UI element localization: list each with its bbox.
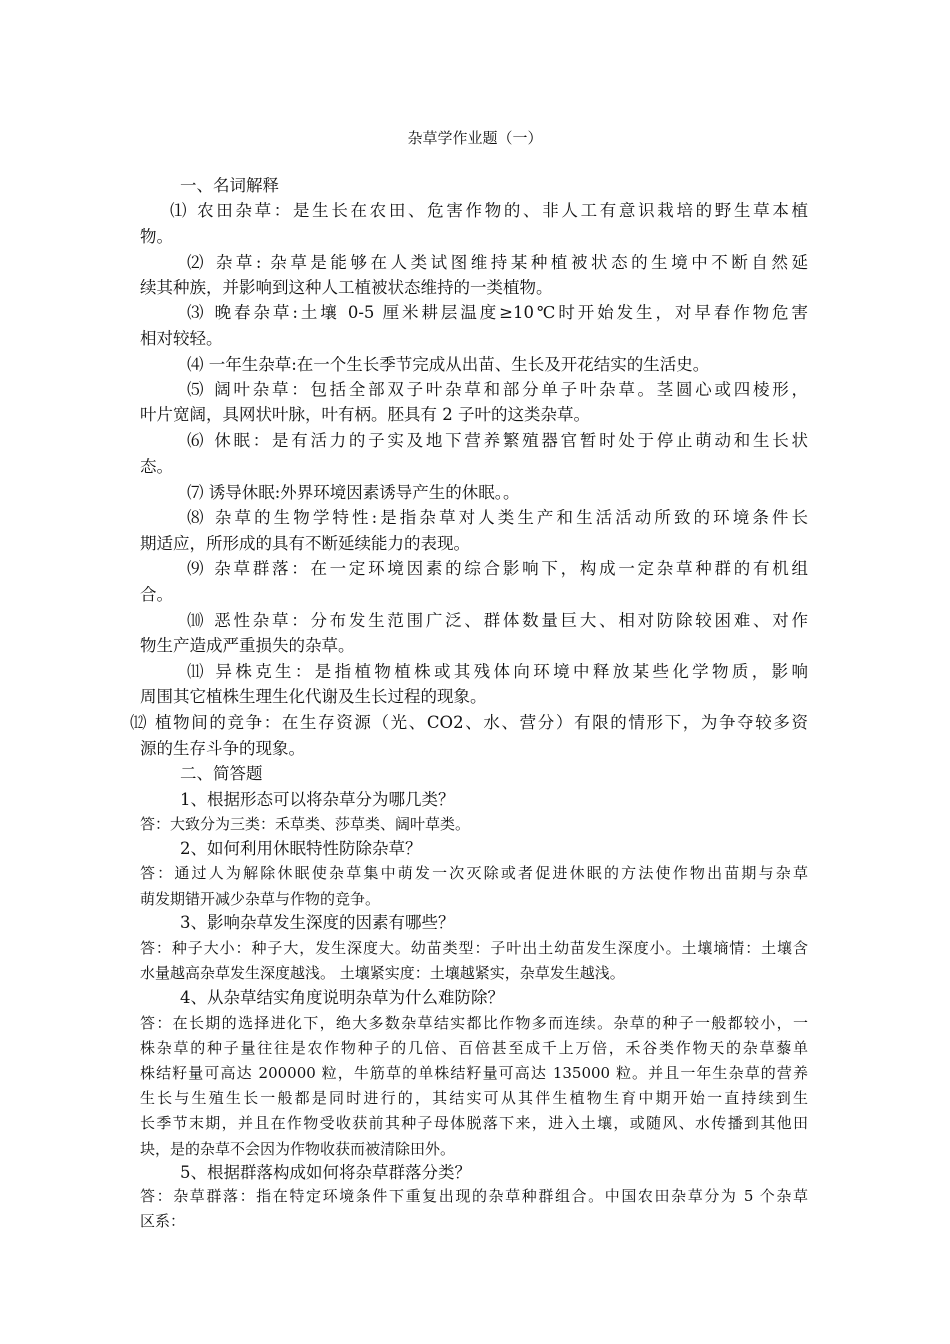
text-line: ⑺ 诱导休眠:外界环境因素诱导产生的休眠。。 (187, 483, 520, 502)
text-line: 答：大致分为三类：禾草类、莎草类、阔叶草类。 (140, 815, 471, 833)
text-line: 1、根据形态可以将杂草分为哪几类？ (180, 790, 455, 809)
text-line: 合。 (140, 585, 173, 604)
text-line: 萌发期错开减少杂草与作物的竞争。 (140, 890, 381, 908)
text-line: 3、影响杂草发生深度的因素有哪些？ (180, 913, 455, 932)
text-line: ⑶ 晚春杂草:土壤 0-5 厘米耕层温度≥10℃时开始发生，对早春作物危害 (187, 303, 808, 322)
text-line: 叶片宽阔，具网状叶脉，叶有柄。胚具有 2 子叶的这类杂草。 (140, 405, 590, 424)
text-line: 答：在长期的选择进化下，绝大多数杂草结实都比作物多而连续。杂草的种子一般都较小，一 (140, 1014, 808, 1032)
text-line: 5、根据群落构成如何将杂草群落分类？ (180, 1163, 471, 1182)
text-line: 生长与生殖生长一般都是同时进行的，其结实可从其伴生植物生育中期开始一直持续到生 (140, 1089, 808, 1107)
text-line: 区系： (140, 1212, 186, 1230)
text-line: ⑷ 一年生杂草:在一个生长季节完成从出苗、生长及开花结实的生活史。 (187, 355, 710, 374)
text-line: 物。 (140, 227, 173, 246)
text-line: 块，是的杂草不会因为作物收获而被清除田外。 (140, 1140, 456, 1158)
text-line: 相对较轻。 (140, 329, 223, 348)
text-line: 2、如何利用休眠特性防除杂草？ (180, 839, 422, 858)
text-line: ⑼ 杂草群落：在一定环境因素的综合影响下，构成一定杂草种群的有机组 (187, 559, 808, 578)
text-line: 答：通过人为解除休眠使杂草集中萌发一次灭除或者促进休眠的方法使作物出苗期与杂草 (140, 864, 808, 882)
text-line: ⑸ 阔叶杂草：包括全部双子叶杂草和部分单子叶杂草。茎圆心或四棱形， (187, 380, 808, 399)
text-line: ⑴ 农田杂草：是生长在农田、危害作物的、非人工有意识栽培的野生草本植 (170, 201, 808, 220)
document-title: 杂草学作业题（一） (407, 129, 543, 147)
text-line: 株杂草的种子量往往是农作物种子的几倍、百倍甚至成千上万倍，禾谷类作物天的杂草藜单 (140, 1039, 808, 1057)
text-line: 态。 (140, 457, 173, 476)
text-line: 水量越高杂草发生深度越浅。 土壤紧实度：土壤越紧实，杂草发生越浅。 (140, 964, 625, 982)
text-line: 答：种子大小：种子大，发生深度大。幼苗类型：子叶出土幼苗发生深度小。土壤墒情：土壤含 (140, 939, 808, 957)
text-line: 答：杂草群落：指在特定环境条件下重复出现的杂草种群组合。中国农田杂草分为 5 个杂草 (140, 1187, 808, 1205)
text-line: 长季节末期，并且在作物受收获前其种子母体脱落下来，进入土壤，或随风、水传播到其他田 (140, 1114, 808, 1132)
text-line: 株结籽量可高达 200000 粒，牛筋草的单株结籽量可高达 135000 粒。并且一年生杂草的营养 (140, 1064, 808, 1082)
text-line: ⑽ 恶性杂草：分布发生范围广泛、群体数量巨大、相对防除较困难、对作 (187, 611, 808, 630)
text-line: ⑾ 异株克生：是指植物植株或其残体向环境中释放某些化学物质，影响 (187, 662, 808, 681)
text-line: 4、从杂草结实角度说明杂草为什么难防除？ (180, 988, 504, 1007)
text-line: 物生产造成严重损失的杂草。 (140, 636, 355, 655)
text-line: 一、名词解释 (180, 176, 279, 195)
text-line: 期适应，所形成的具有不断延续能力的表现。 (140, 534, 470, 553)
text-line: 二、简答题 (180, 764, 263, 783)
text-line: ⑿ 植物间的竞争：在生存资源（光、CO2、水、营分）有限的情形下，为争夺较多资 (130, 713, 808, 732)
text-line: 续其种族，并影响到这种人工植被状态维持的一类植物。 (140, 278, 553, 297)
text-line: ⑹ 休眠：是有活力的子实及地下营养繁殖器官暂时处于停止萌动和生长状 (187, 431, 808, 450)
text-line: 周围其它植株生理生化代谢及生长过程的现象。 (140, 687, 487, 706)
text-line: 源的生存斗争的现象。 (140, 739, 305, 758)
text-line: ⑵ 杂草: 杂草是能够在人类试图维持某种植被状态的生境中不断自然延 (187, 253, 808, 272)
text-line: ⑻ 杂草的生物学特性:是指杂草对人类生产和生活活动所致的环境条件长 (187, 508, 808, 527)
